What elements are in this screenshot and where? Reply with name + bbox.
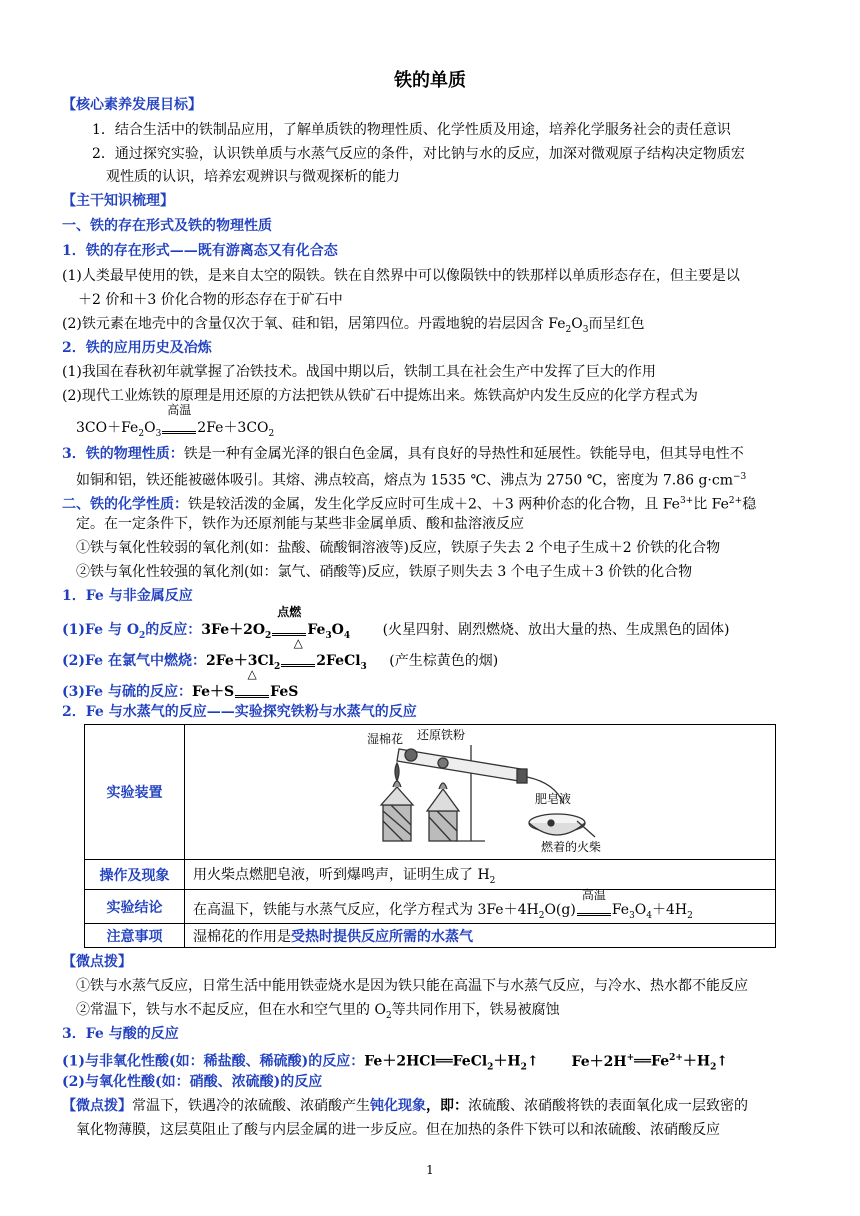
para-6a-end: 稳 [742, 496, 757, 513]
r3-label: (3)Fe 与硫的反应： [62, 684, 192, 700]
para-7: ①铁与氧化性较弱的氧化剂(如：盐酸、硫酸铜溶液等)反应，铁原子失去 2 个电子生成＋2 价铁的化合物 [76, 540, 721, 556]
acid-1-eq2c: ＋H [682, 1053, 711, 1070]
row-header-apparatus: 实验装置 [85, 725, 185, 860]
row-header-operation: 操作及现象 [85, 860, 185, 890]
operation-cell: 用火柴点燃肥皂液，听到爆鸣声，证明生成了 $H_2$ [185, 860, 776, 890]
acid-1-eq1: Fe＋2HCl══FeCl [364, 1053, 488, 1070]
notes-text: 湿棉花的作用是 [193, 928, 291, 945]
tip-1b-text: ②常温下，铁与水不起反应，但在水和空气里的 O [76, 1002, 386, 1018]
acid-1-eq1c: ↑ [526, 1053, 539, 1070]
conclusion-text-3: Fe [611, 901, 630, 918]
para-2-text: (2)铁元素在地壳中的含量仅次于氧、硅和铝，居第四位。丹霞地貌的岩层因含 Fe [62, 316, 566, 332]
notes-cell [185, 924, 776, 948]
para-3: (1)我国在春秋初年就掌握了冶铁技术。战国中期以后，铁制工具在社会生产中发挥了巨大的作用 [62, 364, 656, 380]
r3-condition: △ [247, 667, 257, 681]
para-6a: 二、铁的化学性质：铁是较活泼的金属，发生化学反应时可生成＋2、＋3 两种价态的化合物，且 $Fe^{3+}$比 $Fe^{2+}$稳 [62, 496, 757, 513]
r1-eq-left: 3Fe＋2O [201, 622, 266, 638]
label-wet-cotton: 湿棉花 [367, 732, 404, 746]
para-5b [76, 467, 746, 491]
para-2: (2)铁元素在地壳中的含量仅次于氧、硅和铝，居第四位。丹霞地貌的岩层因含 $Fe_2O_3$而呈红色 [62, 316, 645, 335]
tip-2-heading: 【微点拨】 [62, 1098, 132, 1114]
para-6a-mid: 比 Fe [693, 496, 729, 513]
goal-2b: 观性质的认识，培养宏观辨识与微观探析的能力 [106, 169, 400, 185]
section-2-2-heading: 2．Fe 与水蒸气的反应——实验探究铁粉与水蒸气的反应 [62, 704, 417, 720]
label-iron-powder: 还原铁粉 [417, 728, 466, 742]
reaction-3 [62, 667, 299, 702]
eq1-right: 2Fe＋3CO [197, 420, 269, 436]
eq1-left: 3CO＋Fe [76, 420, 139, 436]
para-2-end: 而呈红色 [588, 316, 645, 332]
para-4: (2)现代工业炼铁的原理是用还原的方法把铁从铁矿石中提炼出来。炼铁高炉内发生反应的化学方程式为 [62, 388, 698, 404]
tip-2a [62, 1096, 748, 1116]
soap-dish [529, 814, 595, 837]
tip-2-emphasis: 钝化现象 [370, 1098, 426, 1114]
tip-1b-end: 等共同作用下，铁易被腐蚀 [391, 1002, 560, 1018]
goal-2a: 2．通过探究实验，认识铁单质与水蒸气反应的条件，对比钠与水的反应，加深对微观原子结构决定物质宏 [92, 146, 745, 162]
conclusion-cell: 在高温下，铁能与水蒸气反应，化学方程式为 $3Fe+4H_2O(g)$ 高温 $Fe_3O_4+4H_2$ [185, 890, 776, 924]
r3-arrow [234, 667, 270, 702]
section-1-1-heading: 1．铁的存在形式——既有游离态又有化合态 [62, 243, 338, 259]
conclusion-text-2: O(g) [544, 901, 576, 918]
table-row [85, 890, 776, 924]
r2-label: (2)Fe 在氯气中燃烧： [62, 653, 206, 669]
heading-main: 【主干知识梳理】 [62, 193, 174, 209]
r2-condition: △ [293, 636, 303, 650]
reaction-2: (2)Fe 在氯气中燃烧：$2Fe+3Cl_2$ △ 2FeCl$_3$ (产生棕黄色的烟) [62, 636, 499, 672]
r2-arrow [280, 636, 316, 671]
conclusion-arrow [576, 887, 612, 917]
tip-2a-colon: ，即： [426, 1098, 468, 1114]
r1-eq-right: Fe [307, 622, 326, 638]
r3-eq-left: Fe＋S [191, 684, 235, 700]
acid-1-eq2: Fe＋2H [571, 1053, 627, 1070]
row-header-conclusion: 实验结论 [85, 890, 185, 924]
table-row [85, 860, 776, 890]
para-5b-text: 如铜和铝，铁还能被磁体吸引。其熔、沸点较高，熔点为 1535 ℃、沸点为 2750 ℃，密度为 7.86 g·cm [76, 472, 733, 489]
r3-eq-right: FeS [270, 684, 299, 700]
section-1-3-heading: 3．铁的物理性质： [62, 446, 184, 462]
r1-label: (1)Fe 与 O [62, 622, 140, 638]
notes-emphasis: 受热时提供反应所需的水蒸气 [291, 928, 473, 945]
para-8: ②铁与氧化性较强的氧化剂(如：氯气、硝酸等)反应，铁原子则失去 3 个电子生成＋3 价铁的化合物 [76, 564, 693, 580]
para-1a: (1)人类最早使用的铁，是来自太空的陨铁。铁在自然界中可以像陨铁中的铁那样以单质形态存在，但主要是以 [62, 268, 740, 284]
r2-eq-right: 2FeCl [316, 653, 361, 669]
label-match: 燃着的火柴 [541, 840, 602, 854]
acid-1-eq2d: ↑ [716, 1053, 729, 1070]
tip-2a-rest: 浓硫酸、浓硝酸将铁的表面氧化成一层致密的 [468, 1098, 748, 1114]
section-2-3-heading: 3．Fe 与酸的反应 [62, 1026, 179, 1042]
table-row [85, 924, 776, 948]
r1-condition: 点燃 [277, 605, 302, 619]
heading-goals: 【核心素养发展目标】 [62, 97, 202, 113]
reaction-1: (1)Fe 与 $O_2$的反应：$3Fe+2O_2$ 点燃 $Fe_3O_4$ (火星四射、剧烈燃烧、放出大量的热、生成黑色的固体) [62, 605, 730, 641]
apparatus-diagram [185, 725, 775, 855]
tip-2b: 氧化物薄膜，这层莫阻止了酸与内层金属的进一步反应。但在加热的条件下铁可以和浓硫酸、浓硝酸反应 [76, 1122, 720, 1138]
section-1-2-heading: 2．铁的应用历史及冶炼 [62, 340, 212, 356]
tip-1b: ②常温下，铁与水不起反应，但在水和空气里的 $O_2$等共同作用下，铁易被腐蚀 [76, 1002, 560, 1021]
equation-1: $3CO+Fe_2O_3$ 高温 $2Fe+3CO_2$ [76, 403, 275, 439]
tip-1-heading: 【微点拨】 [62, 954, 132, 970]
tip-1a: ①铁与水蒸气反应，日常生活中能用铁壶烧水是因为铁只能在高温下与水蒸气反应，与冷水、热水都不能反应 [76, 978, 748, 994]
table-row [85, 725, 776, 860]
para-6b: 定。在一定条件下，铁作为还原剂能与某些非金属单质、酸和盐溶液反应 [76, 516, 524, 532]
section-1-heading: 一、铁的存在形式及铁的物理性质 [62, 218, 272, 234]
r1-note: (火星四射、剧烈燃烧、放出大量的热、生成黑色的固体) [382, 622, 730, 638]
acid-reaction-1: (1)与非氧化性酸(如：稀盐酸、稀硫酸)的反应：$Fe+2HCl══FeCl_2+H_2↑$ $Fe+2H^+══Fe^{2+}+H_2↑$ [62, 1053, 729, 1073]
eq1-arrow [161, 403, 197, 438]
section-2-1-heading: 1．Fe 与非金属反应 [62, 588, 193, 604]
para-1b: ＋2 价和＋3 价化合物的形态存在于矿石中 [78, 292, 343, 308]
tip-2a-text: 常温下，铁遇冷的浓硫酸、浓硝酸产生 [132, 1098, 370, 1114]
apparatus-cell [185, 725, 776, 860]
acid-1-label: (1)与非氧化性酸(如：稀盐酸、稀硫酸)的反应： [62, 1053, 365, 1070]
acid-1-eq1b: ＋H [493, 1053, 521, 1070]
eq1-condition: 高温 [167, 403, 192, 417]
para-6a-text: 铁是较活泼的金属，发生化学反应时可生成＋2、＋3 两种价态的化合物，且 Fe [188, 496, 680, 513]
experiment-table [84, 724, 776, 948]
section-2-heading: 二、铁的化学性质： [62, 496, 188, 513]
acid-reaction-2-label: (2)与氧化性酸(如：硝酸、浓硫酸)的反应 [62, 1074, 323, 1090]
label-soap: 肥皂液 [535, 792, 572, 806]
heating-stand-left [381, 763, 413, 841]
page-title: 铁的单质 [394, 70, 466, 91]
para-5a [62, 444, 744, 464]
r2-note: (产生棕黄色的烟) [389, 653, 499, 669]
para-5a-text: 铁是一种有金属光泽的银白色金属，具有良好的导热性和延展性。铁能导电，但其导电性不 [183, 446, 744, 462]
operation-text: 用火柴点燃肥皂液，听到爆鸣声，证明生成了 H [193, 866, 490, 883]
r2-eq-left: 2Fe＋3Cl [205, 653, 274, 669]
row-header-notes: 注意事项 [85, 924, 185, 948]
conclusion-text: 在高温下，铁能与水蒸气反应，化学方程式为 3Fe＋4H [193, 901, 539, 918]
para-5b-sup: −3 [732, 472, 747, 482]
acid-1-eq2b: ══Fe [634, 1053, 670, 1070]
r1-label2: 的反应： [145, 622, 202, 638]
goal-1: 1．结合生活中的铁制品应用，了解单质铁的物理性质、化学性质及用途，培养化学服务社会的责任意识 [92, 122, 731, 138]
para-2-o: O [571, 316, 583, 332]
page-number: 1 [426, 1163, 434, 1177]
conclusion-condition: 高温 [581, 887, 606, 902]
